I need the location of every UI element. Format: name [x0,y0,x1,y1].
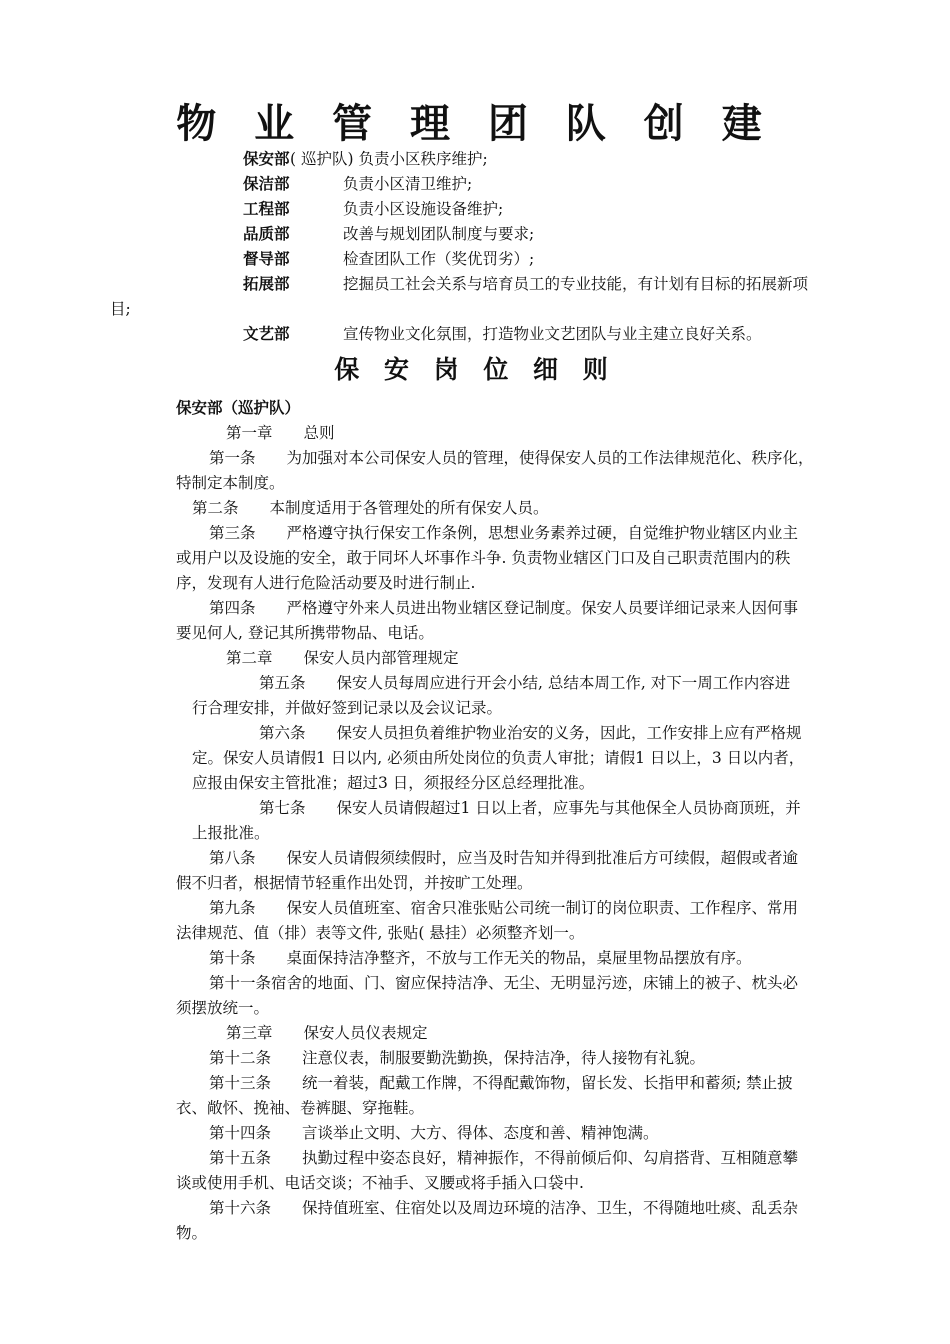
text-line: 假不归者，根据情节轻重作出处罚，并按旷工处理。 [176,874,533,892]
text-line: 第十三条 统一着装，配戴工作牌，不得配戴饰物，留长发、长指甲和蓄须; 禁止披 [209,1074,793,1092]
text-line: 应报由保安主管批准；超过3 日，须报经分区总经理批准。 [192,774,595,792]
text-line: 第三条 严格遵守执行保安工作条例，思想业务素养过硬，自觉维护物业辖区内业主 [209,524,799,542]
section-subtitle: 保安部（巡护队） [176,398,301,417]
department-desc-cont: 目; [110,300,131,318]
department-name: 保安部 [243,149,290,168]
text-line: 第十六条 保持值班室、住宿处以及周边环境的洁净、卫生，不得随地吐痰、乱丢杂 [209,1199,799,1217]
text-line: 第十一条宿舍的地面、门、窗应保持洁净、无尘、无明显污迹，床铺上的被子、枕头必 [209,974,799,992]
text-line: 第四条 严格遵守外来人员进出物业辖区登记制度。保安人员要详细记录来人因何事 [209,599,799,617]
chapter-heading: 第三章 保安人员仪表规定 [226,1024,428,1042]
department-desc: 负责小区设施设备维护; [343,200,504,218]
text-line: 第十条 桌面保持洁净整齐，不放与工作无关的物品，桌屉里物品摆放有序。 [209,949,752,967]
text-line: 第九条 保安人员值班室、宿舍只准张贴公司统一制订的岗位职责、工作程序、常用 [209,899,799,917]
text-line: 法律规范、值（排）表等文件, 张贴( 悬挂）必须整齐划一。 [176,924,585,942]
text-line: 须摆放统一。 [176,999,270,1017]
department-desc: 检查团队工作（奖优罚劣）; [343,250,535,268]
text-line: 要见何人, 登记其所携带物品、电话。 [176,624,434,642]
text-line: 特制定本制度。 [176,474,285,492]
department-desc: 挖掘员工社会关系与培育员工的专业技能，有计划有目标的拓展新项 [343,275,809,293]
department-desc: 改善与规划团队制度与要求; [343,225,535,243]
text-line: 物。 [176,1224,208,1242]
text-line: 第十五条 执勤过程中姿态良好，精神振作，不得前倾后仰、勾肩搭背、互相随意攀 [209,1149,799,1167]
text-line: 第十四条 言谈举止文明、大方、得体、态度和善、精神饱满。 [209,1124,659,1142]
document-title: 物 业 管 理 团 队 创 建 [176,100,774,147]
text-line: 第六条 保安人员担负着维护物业治安的义务，因此，工作安排上应有严格规 [259,724,802,742]
chapter-heading: 第二章 保安人员内部管理规定 [226,649,459,667]
text-line: 第二条 本制度适用于各管理处的所有保安人员。 [192,499,549,517]
section-title: 保 安 岗 位 细 则 [334,355,616,384]
department-name: 品质部 [243,224,290,243]
department-name: 保洁部 [243,174,290,193]
text-line: 第一条 为加强对本公司保安人员的管理，使得保安人员的工作法律规范化、秩序化， [209,449,814,467]
department-name: 督导部 [243,249,290,268]
text-line: 或用户以及设施的安全，敢于同坏人坏事作斗争. 负责物业辖区门口及自己职责范围内的秩 [176,549,791,567]
text-line: 第十二条 注意仪表，制服要勤洗勤换，保持洁净，待人接物有礼貌。 [209,1049,706,1067]
department-desc: ( 巡护队) 负责小区秩序维护; [290,150,488,168]
text-line: 第五条 保安人员每周应进行开会小结, 总结本周工作, 对下一周工作内容进 [259,674,791,692]
text-line: 第八条 保安人员请假须续假时，应当及时告知并得到批准后方可续假，超假或者逾 [209,849,799,867]
text-line: 序，发现有人进行危险活动要及时进行制止. [176,574,476,592]
text-line: 衣、敞怀、挽袖、卷裤腿、穿拖鞋。 [176,1099,425,1117]
text-line: 上报批准。 [192,824,270,842]
text-line: 行合理安排，并做好签到记录以及会议记录。 [192,699,503,717]
department-desc: 宣传物业文化氛围，打造物业文艺团队与业主建立良好关系。 [343,325,762,343]
department-name: 工程部 [243,199,290,218]
text-line: 谈或使用手机、电话交谈；不袖手、叉腰或将手插入口袋中. [176,1174,584,1192]
department-name: 文艺部 [243,324,290,343]
chapter-heading: 第一章 总则 [226,424,335,442]
text-line: 第七条 保安人员请假超过1 日以上者，应事先与其他保全人员协商顶班，并 [259,799,801,817]
text-line: 定。保安人员请假1 日以内, 必须由所处岗位的负责人审批；请假1 日以上，3 日以内者， [192,749,805,767]
department-desc: 负责小区清卫维护; [343,175,473,193]
department-name: 拓展部 [243,274,290,293]
